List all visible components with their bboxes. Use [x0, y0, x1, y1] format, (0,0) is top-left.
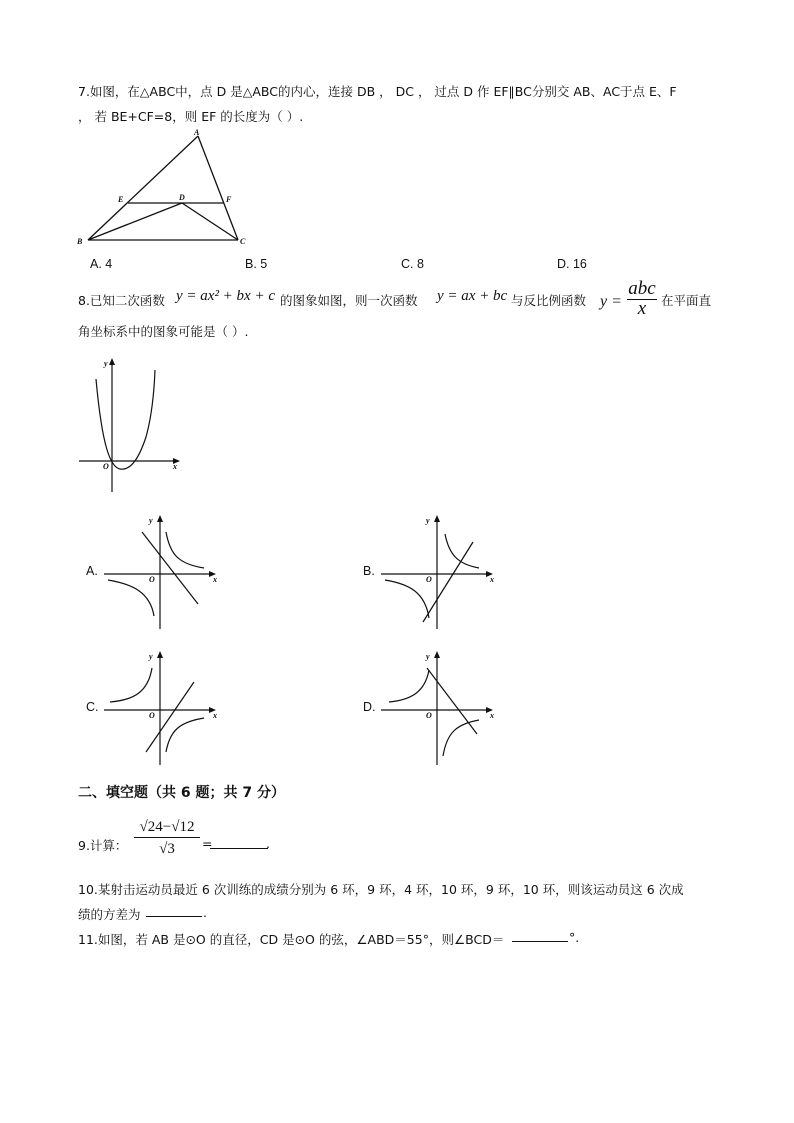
q8-option-c-graph — [100, 648, 225, 768]
q9-end: . — [266, 836, 270, 851]
axis-y-label: y — [149, 652, 153, 661]
axis-y-label: y — [426, 516, 430, 525]
q8-mid: 的图象如图，则一次函数 — [280, 293, 418, 308]
q9-answer-blank[interactable] — [210, 838, 268, 849]
origin-label: O — [426, 575, 432, 584]
label-B: B — [77, 237, 83, 246]
axis-y-label: y — [149, 516, 153, 525]
q7-line1: 7.如图，在△ABC中，点 D 是△ABC的内心，连接 DB ， DC ， 过点 D 作 EF∥BC分别交 AB、AC于点 E、F — [78, 84, 677, 99]
q8-prefix: 8.已知二次函数 — [78, 293, 165, 308]
axis-y-label: y — [104, 359, 108, 368]
q8-suffix: 在平面直 — [661, 293, 712, 308]
axis-x-label: x — [490, 711, 494, 720]
q9-equals: = — [202, 836, 213, 851]
q9-numerator: √24−√12 — [139, 819, 195, 835]
q8-option-b: B. — [363, 564, 375, 578]
axis-x-label: x — [213, 711, 217, 720]
q7-option-d: D. 16 — [557, 257, 587, 271]
q7-option-b: B. 5 — [245, 257, 268, 271]
q7-option-c: C. 8 — [401, 257, 424, 271]
origin-label: O — [103, 462, 109, 471]
q11-answer-blank[interactable] — [512, 931, 568, 942]
axis-x-label: x — [213, 575, 217, 584]
q9-denominator: √3 — [159, 841, 175, 857]
q8-option-d: D. — [363, 700, 376, 714]
q8-inverse-numerator: abc — [628, 278, 656, 299]
origin-label: O — [149, 575, 155, 584]
q11-text: 11.如图，若 AB 是⊙O 的直径，CD 是⊙O 的弦，∠ABD＝55°，则∠BCD＝ — [78, 932, 505, 947]
q8-option-c: C. — [86, 700, 99, 714]
q8-option-d-graph — [377, 648, 502, 768]
q8-option-a: A. — [86, 564, 98, 578]
q8-parabola-graph — [74, 355, 186, 497]
label-C: C — [240, 237, 246, 246]
axis-x-label: x — [490, 575, 494, 584]
label-A: A — [194, 128, 200, 137]
axis-y-label: y — [426, 652, 430, 661]
origin-label: O — [426, 711, 432, 720]
q7-line2: ， 若 BE+CF=8，则 EF 的长度为（ ）. — [78, 109, 304, 124]
q10-line2-end: . — [203, 905, 207, 920]
q8-inverse-denominator: x — [637, 298, 647, 319]
q11-end: °. — [569, 930, 580, 945]
q10-answer-blank[interactable] — [146, 906, 202, 917]
q8-quadratic: y = ax² + bx + c — [176, 288, 275, 304]
q7-option-a: A. 4 — [90, 257, 113, 271]
label-F: F — [226, 195, 232, 204]
q8-inverse-y: y = — [600, 293, 622, 310]
q9-fraction — [134, 817, 200, 860]
q8-inverse-fraction — [624, 279, 660, 318]
q8-option-b-graph — [377, 512, 502, 632]
origin-label: O — [149, 711, 155, 720]
label-D: D — [179, 193, 185, 202]
q9-prefix: 9.计算： — [78, 838, 128, 853]
axis-x-label: x — [173, 462, 177, 471]
q8-linear: y = ax + bc — [437, 288, 508, 304]
q8-mid2: 与反比例函数 — [511, 293, 587, 308]
q8-line2: 角坐标系中的图象可能是（ ）. — [78, 324, 249, 339]
q10-line2-start: 绩的方差为 — [78, 907, 141, 922]
label-E: E — [118, 195, 124, 204]
q8-option-a-graph — [100, 512, 225, 632]
q7-triangle-figure — [70, 128, 260, 248]
q10-line1: 10.某射击运动员最近 6 次训练的成绩分别为 6 环，9 环，4 环，10 环，9 环，10 环，则该运动员这 6 次成 — [78, 882, 684, 897]
section-heading: 二、填空题（共 6 题；共 7 分） — [78, 785, 285, 801]
